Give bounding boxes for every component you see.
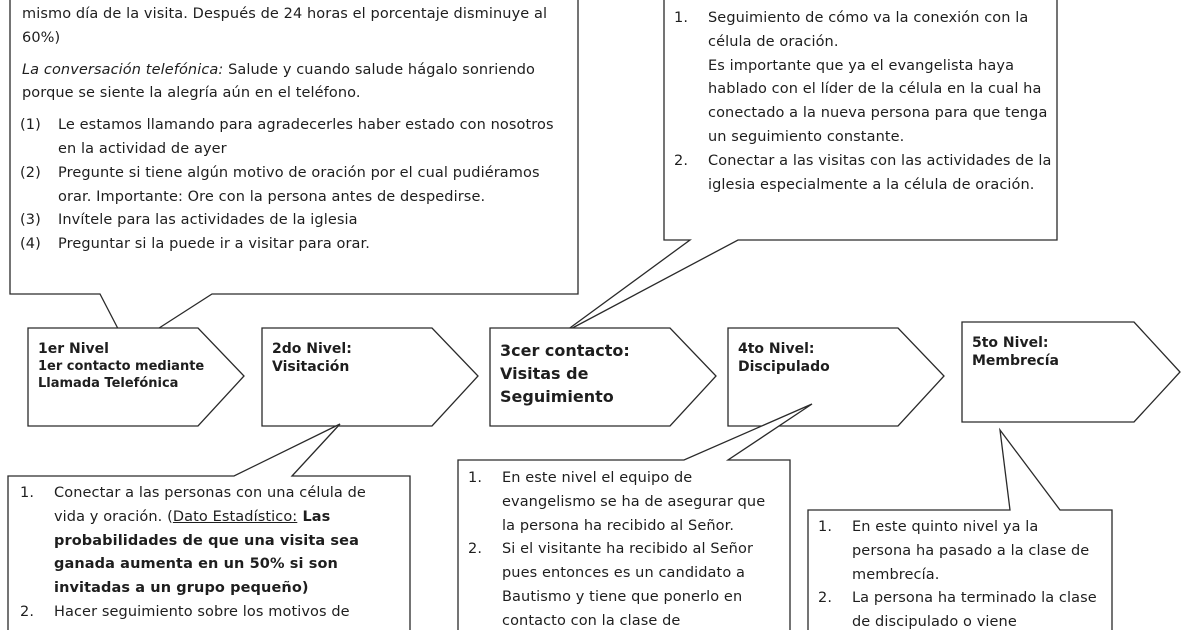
level-4-label — [738, 340, 838, 376]
discipleship-list — [468, 467, 768, 630]
list-item: 1. En este nivel el equipo de evangelismo se ha de asegurar que la persona ha recibido al Señor. — [468, 470, 766, 534]
list-item: (3) Invítele para las actividades de la iglesia — [20, 212, 358, 229]
list-item: 1. Conectar a las personas con una célula de vida y oración. (Dato Estadístico: Las probabilidades de que una visita sea ganada aumenta en un 50% si son invitadas a un grupo pequeño) — [20, 485, 366, 597]
phone-conversation — [22, 59, 570, 107]
list-item: 2. Si el visitante ha recibido al Señor pues entonces es un candidato a Bautismo y tiene que ponerlo en contacto con la clase de — [468, 541, 754, 629]
phone-steps-list — [22, 114, 570, 257]
level-3-label — [500, 339, 640, 408]
stat-text: Las probabilidades de que una visita sea ganada aumenta en un 50% si son invitadas a un grupo pequeño) — [54, 508, 359, 597]
level-1-subtitle: 1er contacto mediante Llamada Telefónica — [38, 359, 205, 391]
callout-bottom-1 — [20, 482, 400, 625]
callout-intro: mismo día de la visita. Después de 24 horas el porcentaje disminuye al 60%) — [22, 6, 548, 46]
level-4-title: 4to Nivel: Discipulado — [738, 341, 830, 375]
phone-text: Salude y cuando salude hágalo sonriendo porque se siente la alegría aún en el teléfono. — [22, 61, 535, 102]
callout-top-left — [22, 3, 570, 257]
list-item: 2. Conectar a las visitas con las actividades de la iglesia especialmente a la célula de oración. — [674, 152, 1052, 193]
level-2-label — [272, 340, 372, 376]
level-1-title: 1er Nivel — [38, 341, 109, 357]
level-2-title: 2do Nivel: Visitación — [272, 341, 352, 375]
list-item: (4) Preguntar si la puede ir a visitar para orar. — [20, 236, 370, 253]
list-item: (1) Le estamos llamando para agradecerles haber estado con nosotros en la actividad de ayer — [20, 117, 554, 157]
phone-label: La conversación telefónica: — [22, 61, 224, 78]
callout-top-right — [674, 7, 1052, 197]
callout-bottom-3 — [818, 516, 1100, 630]
level-5-title: 5to Nivel: Membrecía — [972, 335, 1059, 369]
stat-label: Dato Estadístico: — [172, 508, 298, 525]
level-1-label — [38, 340, 208, 392]
callout-bottom-2 — [468, 467, 768, 630]
follow-up-list — [674, 7, 1052, 197]
level-3-title: 3cer contacto: Visitas de Seguimiento — [500, 341, 630, 406]
visitation-list — [20, 482, 400, 625]
level-5-label — [972, 334, 1072, 370]
list-item: 2. La persona ha terminado la clase de discipulado o viene — [818, 590, 1097, 630]
list-item: 1. En este quinto nivel ya la persona ha pasado a la clase de membrecía. — [818, 519, 1090, 583]
membership-list — [818, 516, 1100, 630]
list-item: (2) Pregunte si tiene algún motivo de oración por el cual pudiéramos orar. Importante: Ore con la persona antes de despedirse. — [20, 164, 540, 205]
list-item: 1. Seguimiento de cómo va la conexión con la célula de oración. Es importante que ya el evangelista haya hablado con el líder de la célula en la cual ha conectado a la nueva persona para que tenga un seguimiento constante. — [674, 10, 1048, 145]
list-item: 2. Hacer seguimiento sobre los motivos de — [20, 603, 350, 620]
